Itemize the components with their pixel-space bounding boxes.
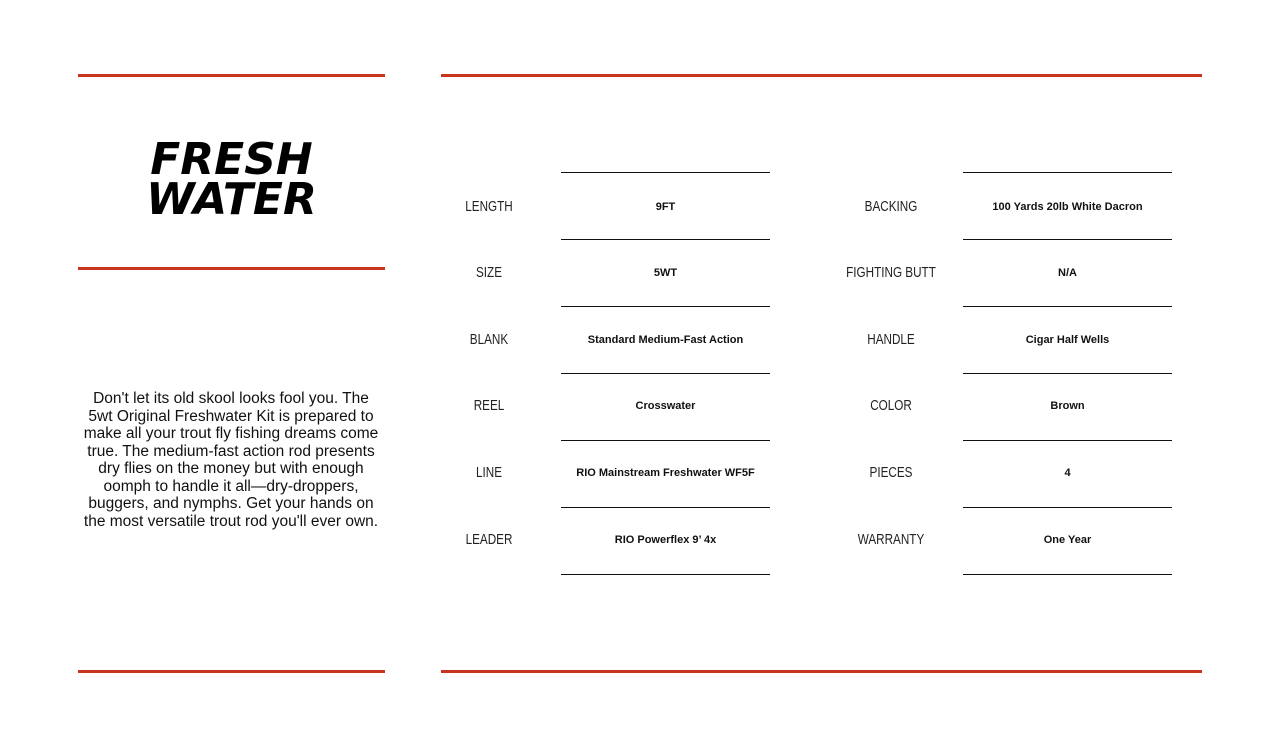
spec-divider-right-6 [963, 574, 1172, 575]
spec-label: LINE [475, 464, 503, 481]
right-bottom-rule [441, 670, 1202, 673]
spec-divider-left-1 [561, 239, 770, 240]
spec-value: N/A [1058, 267, 1077, 279]
spec-label: PIECES [869, 464, 913, 481]
title-bottom-rule [78, 267, 385, 270]
spec-divider-right-4 [963, 440, 1172, 441]
spec-divider-left-4 [561, 440, 770, 441]
spec-label: BLANK [469, 331, 509, 348]
spec-value: Standard Medium-Fast Action [587, 334, 744, 346]
spec-divider-right-2 [963, 306, 1172, 307]
spec-label: WARRANTY [857, 531, 925, 548]
spec-divider-left-6 [561, 574, 770, 575]
left-bottom-rule [78, 670, 385, 673]
spec-divider-right-5 [963, 507, 1172, 508]
right-top-rule [441, 74, 1202, 77]
spec-value: 100 Yards 20lb White Dacron [992, 201, 1143, 213]
spec-value: Brown [1050, 400, 1085, 412]
spec-value: RIO Mainstream Freshwater WF5F [576, 467, 755, 479]
spec-label: BACKING [864, 198, 918, 215]
spec-divider-right-0 [963, 172, 1172, 173]
spec-label: LENGTH [465, 198, 513, 215]
spec-value: RIO Powerflex 9’ 4x [614, 534, 717, 546]
title-line-2: WATER [146, 174, 317, 225]
spec-value: 4 [1064, 467, 1071, 479]
spec-label: LEADER [465, 531, 513, 548]
product-description: Don't let its old skool looks fool you. The 5wt Original Freshwater Kit is prepared to make all your trout fly fishing dreams come true. The medium-fast action rod presents dry flies on the money but with enough oomph to handle it all—dry-droppers, buggers, and nymphs. Get your hands on the most versatile trout rod you'll ever own. [83, 390, 379, 530]
spec-label: REEL [473, 397, 505, 414]
spec-value: 9FT [655, 201, 676, 213]
spec-divider-left-0 [561, 172, 770, 173]
spec-divider-left-2 [561, 306, 770, 307]
spec-value: One Year [1043, 534, 1092, 546]
spec-label: HANDLE [867, 331, 915, 348]
spec-divider-right-1 [963, 239, 1172, 240]
spec-value: 5WT [653, 267, 678, 279]
title-line-1: FRESH [150, 134, 313, 185]
spec-label: FIGHTING BUTT [846, 264, 936, 281]
spec-label: COLOR [870, 397, 912, 414]
spec-divider-left-3 [561, 373, 770, 374]
spec-value: Crosswater [635, 400, 696, 412]
spec-value: Cigar Half Wells [1025, 334, 1110, 346]
left-top-rule [78, 74, 385, 77]
spec-label: SIZE [475, 264, 503, 281]
spec-divider-left-5 [561, 507, 770, 508]
page-title [78, 134, 385, 225]
spec-divider-right-3 [963, 373, 1172, 374]
